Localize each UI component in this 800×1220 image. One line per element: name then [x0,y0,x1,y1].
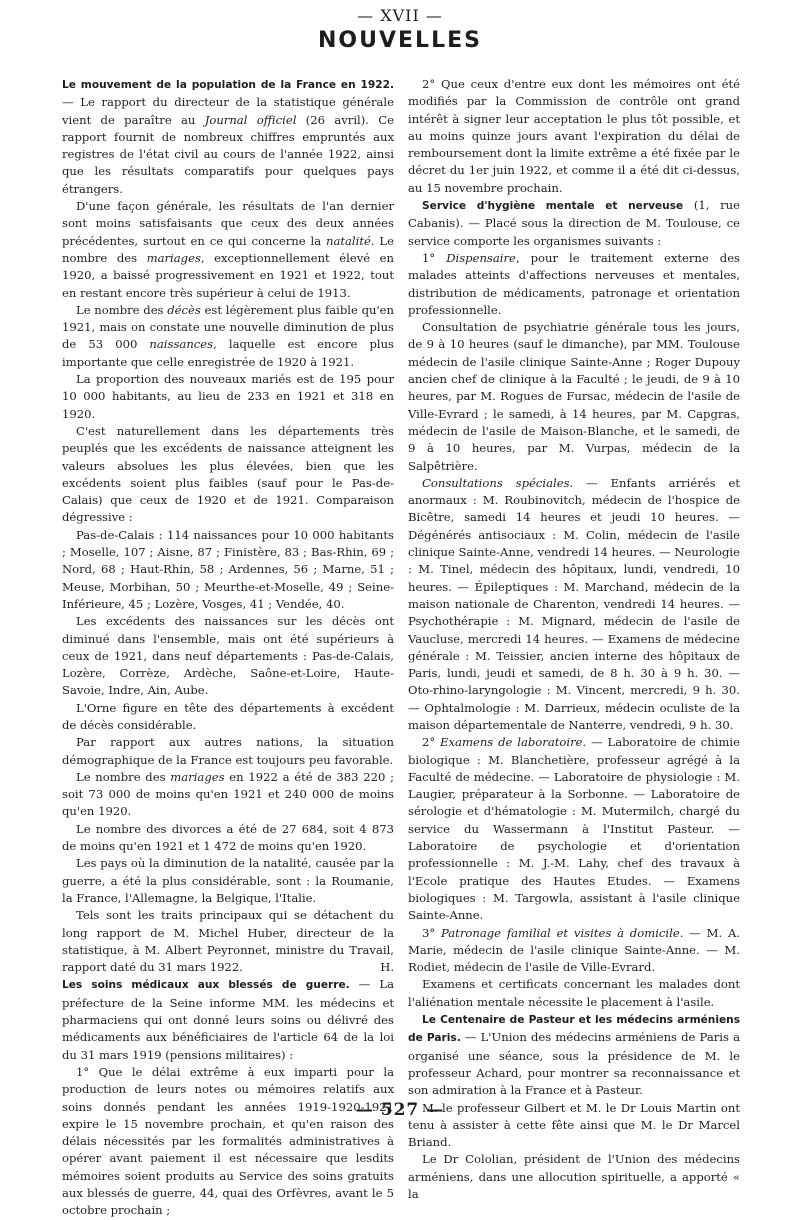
paragraph: Examens et certificats concernant les malades dont l'aliénation mentale nécessite le placement à l'asile. [408,977,740,1009]
paragraph: Consultation de psychiatrie générale tous les jours, de 9 à 10 heures (sauf le dimanche), par MM. Toulouse médecin de l'asile clinique Sainte-Anne ; Roger Dupouy ancien chef de clinique à la Faculté ; le jeudi, de 9 à 10 heures, par M. Rogues de Fursac, médecin de l'asile de Ville-Evrard ; le samedi, à 14 heures, par M. Capgras, médecin de l'asile de Maison-Blanche, et le samedi, de 9 à 10 heures, par M. Vurpas, médecin de la Salpêtrière. [408,320,740,473]
roman-page-number: — XVII — [357,6,443,25]
article-population: Le mouvement de la population de la France en 1922. — Le rapport du directeur de la statistique générale vient de paraître au Journal officiel (26 avril). Ce rapport fournit de nombreux chiffres empruntés aux registres de l'état civil au cours de l'année 1922, ainsi que les résultats comparatifs pour quelques pays étrangers. [62,79,394,196]
page-number: — 527 — [355,1100,445,1120]
article-heading-population: Le mouvement de la population de la France en 1922. [62,79,394,91]
paragraph: D'une façon générale, les résultats de l'an dernier sont moins satisfaisants que ceux des deux années précédentes, surtout en ce qui concerne la natalité. Le nombre des mariages, exceptionnellement élevé en 1920, a baissé progressivement en 1921 et 1922, tout en restant encore très supérieur à celui de 1913. [62,199,394,300]
paragraph: C'est naturellement dans les départements très peuplés que les excédents de naissance atteignent les valeurs absolues les plus élevées, bien que les excédents soient plus faibles (sauf pour le Pas-de-Calais) que ceux de 1920 et de 1921. Comparaison dégressive : [62,423,394,525]
paragraph: Le nombre des mariages en 1922 a été de 383 220 ; soit 73 000 de moins qu'en 1921 et 240 000 de moins qu'en 1920. [62,769,394,819]
paragraph: Le nombre des divorces a été de 27 684, soit 4 873 de moins qu'en 1921 et 1 472 de moins qu'en 1920. [62,821,394,854]
left-column [62,76,395,1218]
article-heading-war-wounded: Les soins médicaux aux blessés de guerre. [62,979,350,992]
article-mental-hygiene: Service d'hygiène mentale et nerveuse (1, rue Cabanis). — Placé sous la direction de M. Toulouse, ce service comporte les organismes suivants : [408,198,740,248]
paragraph: Les excédents des naissances sur les décès ont diminué dans l'ensemble, mais ont été supérieurs à ceux de 1921, dans neuf départements : Pas-de-Calais, Lozère, Corrèze, Ardèche, Saône-et-Loire, Haute-Savoie, Indre, Ain, Aube. [62,614,394,698]
article-heading-pasteur-centenary: Le Centenaire de Pasteur et les médecins arméniens de Paris. [408,1014,740,1045]
article-war-wounded: Les soins médicaux aux blessés de guerre. — La préfecture de la Seine informe MM. les médecins et pharmaciens qui ont donné leurs soins ou délivré des médicaments aux bénéficiaires de l'article 64 de la loi du 31 mars 1919 (pensions militaires) : [62,977,395,1062]
paragraph: M. le professeur Gilbert et M. le Dr Louis Martin ont tenu à assister à cette fête ainsi que M. le Dr Marcel Briand. [408,1100,740,1150]
paragraph: 2° Que ceux d'entre eux dont les mémoires ont été modifiés par la Commission de contrôle ont grand intérêt à signer leur acceptation le plus tôt possible, et au moins quinze jours avant l'expiration du délai de remboursement dont la limite extrême a été fixée par le décret du 1er juin 1922, et comme il a été dit ci-dessus, au 15 novembre prochain. [408,77,740,195]
article-heading-mental-hygiene: Service d'hygiène mentale et nerveuse [422,200,684,213]
paragraph: 1° Que le délai extrême à eux imparti pour la production de leurs notes ou mémoires relatifs aux soins donnés pendant les années 1919-1920-1921 expire le 15 novembre prochain, et qu'en raison des délais nécessités par les formalités administratives à opérer avant paiement il est nécessaire que lesdits mémoires soient produits au Service des soins gratuits aux blessés de guerre, 44, quai des Orfèvres, avant le 5 octobre prochain ; [62,1064,394,1218]
paragraph: L'Orne figure en tête des départements à excédent de décès considérable. [62,700,394,732]
paragraph: 2° Examens de laboratoire. — Laboratoire de chimie biologique : M. Blanchetière, professeur agrégé à la Faculté de médecine. — Laboratoire de physiologie : M. Laugier, préparateur à la Sorbonne. — Laboratoire de sérologie et d'hématologie : M. Mutermilch, chargé du service du Wassermann à l'Institut Pasteur. — Laboratoire de psychologie et d'orientation professionnelle : M. J.-M. Lahy, chef des travaux à l'Ecole pratique des Hautes Etudes. — Examens biologiques : M. Targowla, assistant à l'asile clinique Sainte-Anne. [408,735,740,923]
right-column [408,76,741,1201]
author-initial: H. [380,960,394,975]
paragraph: Par rapport aux autres nations, la situation démographique de la France est toujours peu favorable. [62,735,394,767]
paragraph: Tels sont les traits principaux qui se détachent du long rapport de M. Michel Huber, directeur de la statistique, à M. Albert Peyronnet, ministre du Travail, rapport daté du 31 mars 1922. H. [62,907,394,976]
paragraph: Le Dr Cololian, président de l'Union des médecins arméniens, dans une allocution spirituelle, a apporté « la [408,1152,740,1201]
paragraph: Le nombre des décès est légèrement plus faible qu'en 1921, mais on constate une nouvelle diminution de plus de 53 000 naissances, laquelle est encore plus importante que celle enregistrée de 1920 à 1921. [62,302,394,369]
section-title: NOUVELLES [318,28,482,53]
paragraph: 1° Dispensaire, pour le traitement externe des malades atteints d'affections nerveuses et mentales, distribution de médicaments, patronage et orientation professionnelle. [408,250,741,317]
article-pasteur-centenary: Le Centenaire de Pasteur et les médecins arméniens de Paris. — L'Union des médecins arméniens de Paris a organisé une séance, sous la présidence de M. le professeur Achard, pour montrer sa reconnaissance et son admiration à la France et à Pasteur. [408,1014,740,1098]
paragraph: Consultations spéciales. — Enfants arriérés et anormaux : M. Roubinovitch, médecin de l'hospice de Bicêtre, samedi 14 heures et jeudi 10 heures. — Dégénérés antisociaux : M. Colin, médecin de l'asile clinique Sainte-Anne, vendredi 14 heures. — Neurologie : M. Tinel, médecin des hôpitaux, lundi, vendredi, 10 heures. — Épileptiques : M. Marchand, médecin de la maison nationale de Charenton, vendredi 14 heures. — Psychothérapie : M. Mignard, médecin de l'asile de Vaucluse, mercredi 14 heures. — Examens de médecine générale : M. Teissier, ancien interne des hôpitaux de Paris, lundi, jeudi et samedi, de 8 h. 30 à 9 h. 30. — Oto-rhino-laryngologie : M. Vincent, mercredi, 9 h. 30. — Ophtalmologie : M. Darrieux, médecin oculiste de la maison départementale de Nanterre, vendredi, 9 h. 30. [408,475,740,732]
paragraph: La proportion des nouveaux mariés est de 195 pour 10 000 habitants, au lieu de 233 en 1921 et 318 en 1920. [62,372,394,421]
paragraph: 3° Patronage familial et visites à domicile. — M. A. Marie, médecin de l'asile clinique Sainte-Anne. — M. Rodiet, médecin de l'asile de Ville-Evrard. [408,925,741,975]
paragraph: Pas-de-Calais : 114 naissances pour 10 000 habitants ; Moselle, 107 ; Aisne, 87 ; Finistère, 83 ; Bas-Rhin, 69 ; Nord, 68 ; Haut-Rhin, 58 ; Ardennes, 56 ; Marne, 51 ; Meuse, Morbihan, 50 ; Meurthe-et-Moselle, 49 ; Seine-Inférieure, 45 ; Lozère, Vosges, 41 ; Vendée, 40. [62,527,394,611]
paragraph: Les pays où la diminution de la natalité, causée par la guerre, a été la plus considérable, sont : la Roumanie, la France, l'Allemagne, la Belgique, l'Italie. [62,856,394,905]
